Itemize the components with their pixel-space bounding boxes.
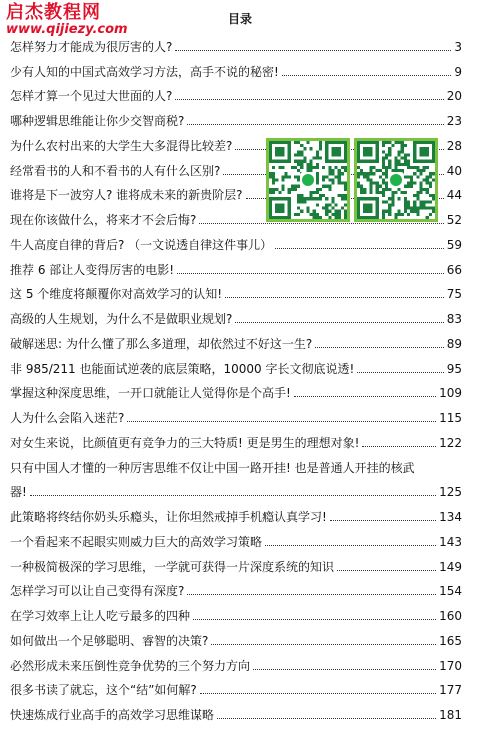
toc-entry-title: 为什么农村出来的大学生大多混得比较差? bbox=[10, 138, 233, 153]
toc-entry[interactable] bbox=[10, 500, 462, 525]
wechat-icon bbox=[300, 172, 316, 188]
toc-entry[interactable] bbox=[10, 228, 462, 253]
toc-entry[interactable] bbox=[10, 698, 462, 723]
toc-page-number: 75 bbox=[446, 287, 462, 302]
toc-entry[interactable] bbox=[10, 352, 462, 377]
toc-page-number: 143 bbox=[439, 534, 462, 549]
toc-entry-title: 人为什么会陷入迷茫? bbox=[10, 411, 125, 425]
toc-entry-title: 必然形成未来压倒性竞争优势的三个努力方向 bbox=[10, 658, 251, 673]
dot-leader bbox=[265, 545, 436, 546]
dot-leader bbox=[225, 297, 444, 298]
toc-entry[interactable] bbox=[10, 426, 462, 451]
toc-page-number: 44 bbox=[446, 188, 462, 203]
qr-code-1 bbox=[266, 138, 350, 222]
toc-entry-title: 经常看书的人和不看书的人有什么区别? bbox=[10, 163, 221, 178]
toc-page-number: 125 bbox=[439, 485, 462, 500]
toc-entry-title: 高级的人生规划，为什么不是做职业规划? bbox=[10, 312, 233, 326]
dot-leader bbox=[235, 322, 443, 323]
toc-page-number: 149 bbox=[439, 559, 462, 574]
toc-entry-title: 如何做出一个足够聪明、睿智的决策? bbox=[10, 633, 209, 648]
dot-leader bbox=[294, 396, 436, 397]
toc-page-number: 122 bbox=[439, 435, 462, 450]
dot-leader bbox=[177, 273, 444, 274]
toc-entry-title: 破解迷思: 为什么懂了那么多道理，却依然过不好这一生? bbox=[10, 336, 313, 351]
wechat-icon bbox=[388, 172, 404, 188]
toc-entry-title: 这 5 个维度将颠覆你对高效学习的认知! bbox=[10, 287, 223, 302]
toc-page-number: 181 bbox=[439, 708, 462, 722]
watermark-url: www.qijiezy.com bbox=[6, 21, 128, 37]
toc-entry-title: 怎样才算一个见过大世面的人? bbox=[10, 89, 173, 104]
toc-entry-title: 谁将是下一波穷人? 谁将成未来的新贵阶层? bbox=[10, 188, 243, 203]
toc-entry-title: 怎样学习可以让自己变得有深度? bbox=[10, 584, 185, 599]
page-title: 目录 bbox=[227, 12, 252, 26]
dot-leader bbox=[211, 644, 436, 645]
toc-page-number: 9 bbox=[454, 64, 462, 79]
toc-page-number: 66 bbox=[446, 262, 462, 277]
dot-leader bbox=[282, 75, 452, 76]
toc-entry[interactable] bbox=[10, 624, 462, 649]
toc-entry[interactable] bbox=[10, 80, 462, 105]
toc-entry[interactable] bbox=[10, 278, 462, 303]
toc-entry-title: 推荐 6 部让人变得厉害的电影! bbox=[10, 262, 175, 277]
dot-leader bbox=[357, 372, 443, 373]
dot-leader bbox=[330, 520, 436, 521]
toc-entry[interactable] bbox=[10, 302, 462, 327]
table-of-contents bbox=[10, 30, 462, 723]
toc-entry-title: 一种极简极深的学习思维，一学就可获得一片深度系统的知识 bbox=[10, 559, 335, 574]
toc-entry-title: 少有人知的中国式高效学习方法，高手不说的秘密! bbox=[10, 64, 279, 79]
toc-entry-title: 在学习效率上让人吃亏最多的四种 bbox=[10, 609, 191, 623]
toc-entry-title: 很多书读了就忘，这个“结”如何解? bbox=[10, 683, 197, 698]
toc-page-number: 109 bbox=[439, 386, 462, 401]
toc-page-number: 3 bbox=[454, 39, 462, 54]
toc-page-number: 89 bbox=[446, 336, 462, 351]
toc-entry[interactable] bbox=[10, 525, 462, 550]
toc-page-number: 134 bbox=[439, 510, 462, 524]
watermark-site-name: 启杰教程网 bbox=[6, 2, 101, 23]
toc-entry[interactable] bbox=[10, 253, 462, 278]
toc-page-number: 177 bbox=[439, 683, 462, 698]
toc-page-number: 23 bbox=[446, 114, 462, 128]
toc-page-number: 165 bbox=[439, 633, 462, 648]
toc-entry[interactable] bbox=[10, 401, 462, 426]
toc-page-number: 160 bbox=[439, 609, 462, 623]
toc-entry[interactable] bbox=[10, 451, 462, 501]
toc-entry-title: 非 985/211 也能面试逆袭的底层策略，10000 字长文彻底说透! bbox=[10, 361, 355, 376]
toc-entry-title: 现在你该做什么，将来才不会后悔? bbox=[10, 213, 197, 227]
dot-leader bbox=[362, 446, 436, 447]
dot-leader bbox=[217, 718, 436, 719]
toc-page-number: 28 bbox=[446, 138, 462, 153]
toc-entry-title: 牛人高度自律的背后? （一文说透自律这件事儿） bbox=[10, 237, 273, 252]
toc-page-number: 59 bbox=[446, 237, 462, 252]
toc-page-number: 154 bbox=[439, 584, 462, 599]
dot-leader bbox=[193, 619, 436, 620]
toc-entry-title: 只有中国人才懂的一种厉害思维不仅让中国一路开挂! 也是普通人开挂的核武 bbox=[10, 460, 415, 475]
toc-entry[interactable] bbox=[10, 649, 462, 674]
toc-page-number: 170 bbox=[439, 658, 462, 673]
dot-leader bbox=[175, 99, 443, 100]
toc-entry[interactable] bbox=[10, 550, 462, 575]
toc-entry[interactable] bbox=[10, 327, 462, 352]
dot-leader bbox=[127, 421, 436, 422]
toc-entry-title: 此策略将终结你奶头乐瘾头，让你坦然戒掉手机瘾认真学习! bbox=[10, 510, 327, 524]
dot-leader bbox=[187, 124, 443, 125]
toc-entry[interactable] bbox=[10, 55, 462, 80]
dot-leader bbox=[200, 693, 436, 694]
toc-entry[interactable] bbox=[10, 104, 462, 129]
dot-leader bbox=[337, 570, 436, 571]
toc-entry-title: 怎样努力才能成为很厉害的人? bbox=[10, 39, 173, 54]
qr-code-group bbox=[266, 138, 446, 228]
toc-page-number: 20 bbox=[446, 89, 462, 104]
toc-entry-title: 快速炼成行业高手的高效学习思维谋略 bbox=[10, 708, 215, 722]
dot-leader bbox=[187, 594, 436, 595]
qr-code-2 bbox=[354, 138, 438, 222]
toc-entry[interactable] bbox=[10, 377, 462, 402]
toc-page-number: 95 bbox=[446, 361, 462, 376]
toc-entry-title-continued: 器! bbox=[10, 485, 27, 500]
toc-entry[interactable] bbox=[10, 599, 462, 624]
toc-page-number: 115 bbox=[439, 411, 462, 425]
toc-page-number: 40 bbox=[446, 163, 462, 178]
watermark bbox=[6, 4, 128, 37]
toc-entry[interactable] bbox=[10, 674, 462, 699]
toc-entry-title: 对女生来说，比颜值更有竞争力的三大特质! 更是男生的理想对象! bbox=[10, 435, 360, 450]
dot-leader bbox=[30, 495, 436, 496]
toc-entry-title: 哪种逻辑思维能让你少交智商税? bbox=[10, 114, 185, 128]
dot-leader bbox=[253, 669, 436, 670]
toc-entry[interactable] bbox=[10, 575, 462, 600]
toc-page-number: 52 bbox=[446, 213, 462, 227]
toc-page-number: 83 bbox=[446, 312, 462, 326]
dot-leader bbox=[175, 50, 451, 51]
dot-leader bbox=[315, 347, 443, 348]
dot-leader bbox=[275, 248, 444, 249]
toc-entry-title: 一个看起来不起眼实则威力巨大的高效学习策略 bbox=[10, 534, 263, 549]
toc-entry-title: 掌握这种深度思维，一开口就能让人觉得你是个高手! bbox=[10, 386, 291, 401]
